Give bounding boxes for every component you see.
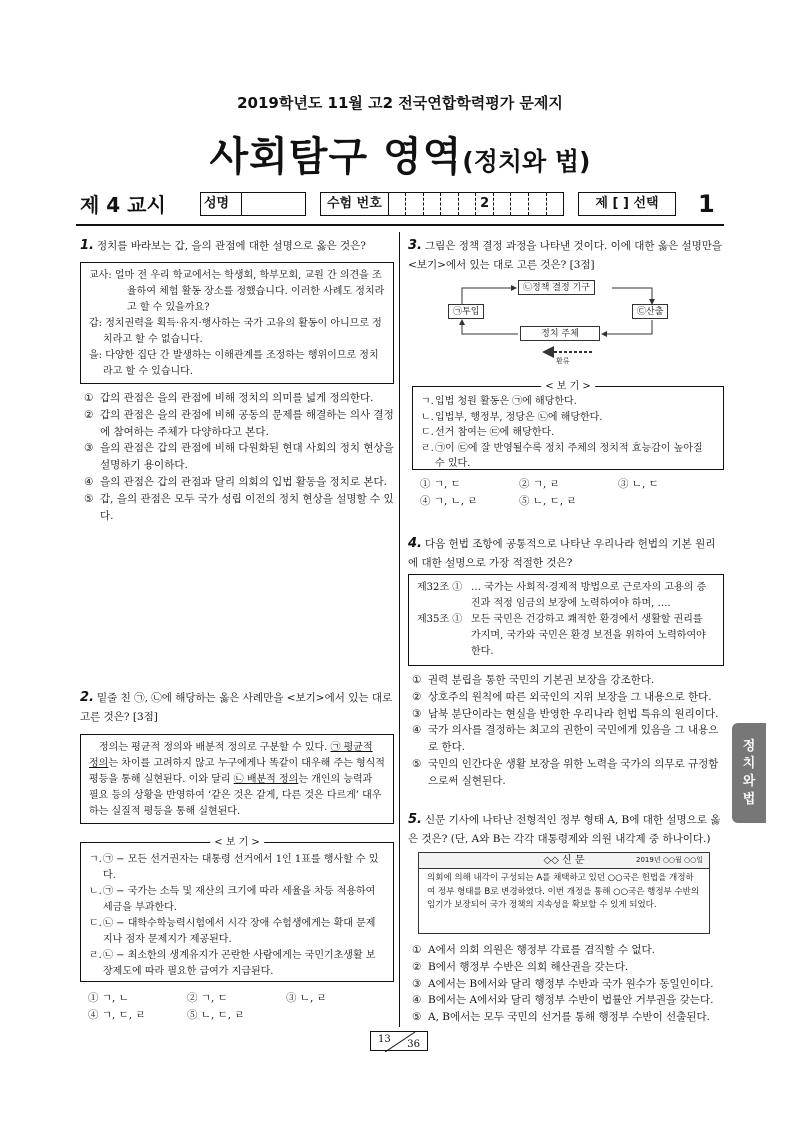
q2-bogi-box xyxy=(80,837,394,982)
q1-dialogue-gap: 갑: 정치권력을 획득·유지·행사하는 국가 고유의 활동이 아니므로 정치라고 할 수 없습니다. xyxy=(89,318,382,345)
q3-bogi-item xyxy=(421,394,715,410)
header-rule xyxy=(76,224,724,226)
q2-bogi-item xyxy=(89,852,385,884)
q2-bogi-text: ㉡ − 최소한의 생계유지가 곤란한 사람에게는 국민기초생활 보장제도에 따라 필요한 급여가 지급된다. xyxy=(103,950,376,977)
side-tab-char: 법 xyxy=(742,791,756,807)
q4-article-text: … 국가는 사회적·경제적 방법으로 근로자의 고용의 증진과 적정 임금의 보장에 노력하여야 하며, …. xyxy=(471,582,707,609)
q4-option-text: 상호주의 원칙에 따른 외국인의 지위 보장을 그 내용으로 한다. xyxy=(428,690,712,703)
q2-choice[interactable]: ② ㄱ, ㄷ xyxy=(187,992,228,1004)
q4-article xyxy=(417,612,715,660)
q5-option[interactable] xyxy=(412,1009,724,1026)
exam-number-cell xyxy=(424,193,442,215)
q1-option-marker: ② xyxy=(84,408,94,421)
q5-option[interactable] xyxy=(412,992,724,1009)
q3-bogi-item xyxy=(421,441,715,472)
q1-option-text: 갑의 관점은 을의 관점에 비해 공동의 문제를 해결하는 의사 결정에 참여하는 주체가 다양하다고 본다. xyxy=(100,408,394,438)
q1-dialogue-teacher: 교사: 얼마 전 우리 학교에서는 학생회, 학부모회, 교원 간 의견을 조율하여 체험 활동 장소를 정했습니다. 이러한 사례도 정치라고 할 수 있을까요? xyxy=(89,270,385,313)
q3-bogi-marker: ㄹ. xyxy=(421,442,434,454)
subject-side-tab xyxy=(732,723,766,823)
side-tab-char: 정 xyxy=(742,738,756,754)
q3-bogi-marker: ㄱ. xyxy=(421,396,434,407)
q5-options xyxy=(412,942,724,1026)
name-box[interactable] xyxy=(200,192,306,216)
q1-number: 1. xyxy=(80,238,94,253)
q1-dialogue-box xyxy=(80,262,394,384)
q4-option[interactable] xyxy=(412,672,724,689)
q5-option-text: B에서는 A에서와 달리 행정부 수반이 법률안 거부권을 갖는다. xyxy=(428,994,714,1007)
q2-bogi-item xyxy=(89,948,385,980)
q3-bogi-box xyxy=(412,381,724,470)
q4-article-heading: 제32조 ① xyxy=(417,582,463,593)
q3-choice[interactable]: ③ ㄴ, ㄷ xyxy=(618,478,659,490)
side-tab-char: 와 xyxy=(742,774,756,789)
q2-choice[interactable]: ① ㄱ, ㄴ xyxy=(88,992,129,1004)
exam-number-box[interactable] xyxy=(320,192,564,216)
q5-option-marker: ② xyxy=(412,960,422,973)
q5-option-text: A에서는 B에서와 달리 행정부 수반과 국가 원수가 동일인이다. xyxy=(428,977,714,990)
q2-bogi-text: ㉠ − 국가는 소득 및 재산의 크기에 따라 세율을 차등 적용하여 세금을 부과한다. xyxy=(103,886,376,913)
q4-option-marker: ① xyxy=(412,674,422,686)
q4-options xyxy=(412,672,724,790)
q4-option-text: 남북 분단이라는 현실을 반영한 우리나라 헌법 특유의 원리이다. xyxy=(428,707,719,720)
q3-node-subject: 정치 주체 xyxy=(520,326,600,341)
q3-stem-text: 그림은 정책 결정 과정을 나타낸 것이다. 이에 대한 옳은 설명만을 <보기>에서 있는 대로 고른 것은? [3점] xyxy=(408,240,723,271)
q2-choice[interactable]: ④ ㄱ, ㄷ, ㄹ xyxy=(88,1008,146,1021)
q4-articles-box xyxy=(408,574,724,666)
q3-bogi-marker: ㄷ. xyxy=(421,427,434,438)
q5-news-body: 의회에 의해 내각이 구성되는 A를 채택하고 있던 ○○국은 헌법을 개정하여 정부 형태를 B로 변경하였다. 이번 개정을 통해 ○○국은 행정부 수반의 임기가 보장되어 국가 정책의 지속성을 확보할 수 있게 되었다. xyxy=(427,873,700,911)
q1-options xyxy=(84,390,394,524)
column-divider xyxy=(399,232,400,1027)
q3-bogi-item xyxy=(421,410,715,426)
q5-news-header xyxy=(419,853,709,869)
exam-number-cell xyxy=(406,193,424,215)
q1-option-text: 을의 관점은 갑의 관점에 비해 다원화된 현대 사회의 정치 현상을 설명하기 용이하다. xyxy=(100,442,394,472)
q5-option-text: A에서 의회 의원은 행정부 각료를 겸직할 수 없다. xyxy=(428,944,656,956)
q5-option[interactable] xyxy=(412,959,724,976)
q2-choices xyxy=(88,990,388,1024)
q1-dialogue-eul: 을: 다양한 집단 간 발생하는 이해관계를 조정하는 행위이므로 정치라고 할 수 있습니다. xyxy=(89,350,379,377)
question-3 xyxy=(408,236,724,274)
exam-number-cells xyxy=(389,193,563,215)
q2-stem xyxy=(80,688,394,726)
q3-bogi-marker: ㄴ. xyxy=(421,411,434,423)
question-1 xyxy=(80,236,392,257)
q4-number: 4. xyxy=(408,536,422,551)
q2-passage-part-a: 정의는 평균적 정의와 배분적 정의로 구분할 수 있다. xyxy=(99,742,331,753)
q3-choice[interactable]: ① ㄱ, ㄷ xyxy=(420,478,461,490)
q1-option-text: 갑, 을의 관점은 모두 국가 성립 이전의 정치 현상을 설명할 수 있다. xyxy=(100,492,394,522)
question-4 xyxy=(408,534,724,572)
q5-option-text: B에서 행정부 수반은 의회 해산권을 갖는다. xyxy=(428,960,629,973)
q3-stem xyxy=(408,236,724,274)
q4-option[interactable] xyxy=(412,722,724,756)
q3-bogi-text: ㉠이 ㉢에 잘 반영될수록 정치 주체의 정치적 효능감이 높아질 수 있다. xyxy=(435,442,703,469)
exam-number-cell xyxy=(511,193,529,215)
q4-option[interactable] xyxy=(412,689,724,706)
exam-number-cell xyxy=(529,193,547,215)
question-2 xyxy=(80,688,394,726)
exam-number-cell xyxy=(459,193,477,215)
q4-option-marker: ④ xyxy=(412,724,422,737)
page-number xyxy=(370,1031,428,1051)
q3-number: 3. xyxy=(408,238,422,253)
q4-stem-text: 다음 헌법 조항에 공통적으로 나타난 우리나라 헌법의 기본 원리에 대한 설명으로 가장 적절한 것은? xyxy=(408,538,716,569)
q2-underline-2: ㉡ 배분적 정의 xyxy=(233,774,299,785)
q2-bogi-item xyxy=(89,916,385,948)
q2-bogi-text: ㉠ − 모든 선거권자는 대통령 선거에서 1인 1표를 행사할 수 있다. xyxy=(103,854,379,881)
exam-number-cell xyxy=(547,193,564,215)
question-5 xyxy=(408,810,724,848)
exam-number-label: 수험 번호 xyxy=(321,193,389,215)
q2-bogi-item xyxy=(89,884,385,916)
q3-bogi-text: 입법 청원 활동은 ㉠에 해당한다. xyxy=(435,396,577,407)
q4-stem xyxy=(408,534,724,572)
exam-title-line: 2019학년도 11월 고2 전국연합학력평가 문제지 xyxy=(237,94,563,112)
q1-option-text: 갑의 관점은 을의 관점에 비해 정치의 의미를 넓게 정의한다. xyxy=(100,392,374,404)
q2-choice[interactable]: ⑤ ㄴ, ㄷ, ㄹ xyxy=(187,1008,245,1021)
q5-number: 5. xyxy=(408,812,422,827)
name-label: 성명 xyxy=(204,195,230,211)
exam-number-cell: 2 xyxy=(476,193,494,215)
q2-underline-1: ㉠ 평균적 정의 xyxy=(89,742,373,769)
q2-bogi-marker: ㄴ. xyxy=(89,886,102,897)
q2-passage-part-b: 는 차이를 고려하지 않고 누구에게나 똑같이 대우해 주는 형식적 평등을 통해 실현된다. 이와 달리 xyxy=(89,758,385,785)
q3-bogi-text: 입법부, 행정부, 정당은 ㉡에 해당한다. xyxy=(435,411,603,423)
q1-stem xyxy=(80,236,392,257)
q1-stem-text: 정치를 바라보는 갑, 을의 관점에 대한 설명으로 옳은 것은? xyxy=(96,240,366,252)
subject-main: 사회탐구 영역 xyxy=(209,134,463,180)
q5-option-marker: ③ xyxy=(412,977,422,990)
q1-option[interactable] xyxy=(84,440,394,474)
q1-option[interactable] xyxy=(84,407,394,441)
q4-option-marker: ③ xyxy=(412,707,422,720)
q3-choice[interactable]: ② ㄱ, ㄹ xyxy=(519,478,560,490)
q2-number: 2. xyxy=(80,690,94,705)
side-tab-char: 치 xyxy=(742,756,756,772)
q4-option[interactable] xyxy=(412,756,724,790)
q1-option[interactable] xyxy=(84,491,394,525)
name-separator xyxy=(241,193,242,215)
q2-bogi-text: ㉡ − 대학수학능력시험에서 시각 장애 수험생에게는 확대 문제지나 점자 문제지가 제공된다. xyxy=(103,918,376,945)
selection-label: 제 [ ] 선택 xyxy=(595,195,659,211)
q5-option-marker: ⑤ xyxy=(412,1011,422,1024)
q2-bogi-marker: ㄷ. xyxy=(89,918,102,929)
q4-article xyxy=(417,580,715,612)
q2-passage-part-c: 는 개인의 능력과 필요 등의 상황을 반영하여 ‘같은 것은 같게, 다른 것은 다르게’ 대우하는 실질적 평등을 통해 실현된다. xyxy=(89,774,382,817)
q2-choice[interactable]: ③ ㄴ, ㄹ xyxy=(286,992,327,1004)
q4-option[interactable] xyxy=(412,706,724,723)
q3-choice[interactable]: ④ ㄱ, ㄴ, ㄹ xyxy=(420,494,478,507)
q1-option-marker: ④ xyxy=(84,475,94,488)
q5-option-marker: ① xyxy=(412,944,422,956)
q3-node-policy-body: ㉡정책 결정 기구 xyxy=(518,280,595,295)
q3-node-input: ㉠투입 xyxy=(448,304,484,319)
q3-choices xyxy=(420,476,720,510)
q4-option-marker: ② xyxy=(412,690,422,703)
q3-policy-diagram xyxy=(452,276,682,376)
q4-article-text: 모든 국민은 건강하고 쾌적한 환경에서 생활할 권리를 가지며, 국가와 국민은 환경 보전을 위하여 노력하여야 한다. xyxy=(471,614,706,657)
q3-bogi-text: 선거 참여는 ㉢에 해당한다. xyxy=(435,427,555,438)
page-indicator: 1 xyxy=(698,190,715,218)
q3-bogi-label: < 보 기 > xyxy=(541,379,595,395)
q5-option-text: A, B에서는 모두 국민의 선거를 통해 행정부 수반이 선출된다. xyxy=(428,1011,710,1024)
q1-option-marker: ⑤ xyxy=(84,492,94,505)
exam-number-cell xyxy=(441,193,459,215)
page-current: 13 xyxy=(378,1034,391,1045)
q5-stem-text: 신문 기사에 나타난 전형적인 정부 형태 A, B에 대한 설명으로 옳은 것은? (단, A와 B는 각각 대통령제와 의원 내각제 중 하나이다.) xyxy=(408,814,721,845)
q3-feedback-label: 환류 xyxy=(556,357,570,365)
q1-option-marker: ③ xyxy=(84,442,94,455)
q1-option-text: 을의 관점은 갑의 관점과 달리 의회의 입법 활동을 정치로 본다. xyxy=(100,475,387,488)
q4-option-text: 국민의 인간다운 생활 보장을 위한 노력을 국가의 의무로 규정함으로써 실현된다. xyxy=(428,757,719,787)
q5-news-date: 2019년 ○○월 ○○일 xyxy=(636,856,703,864)
q4-option-marker: ⑤ xyxy=(412,757,422,770)
q1-option[interactable] xyxy=(84,474,394,491)
q5-news-article xyxy=(418,852,710,934)
q2-bogi-marker: ㄹ. xyxy=(89,950,102,961)
q3-node-output: ㉢산출 xyxy=(632,304,668,319)
subject-title xyxy=(0,126,800,188)
selection-box[interactable] xyxy=(578,192,676,216)
q1-option-marker: ① xyxy=(84,392,94,404)
exam-number-cell xyxy=(389,193,407,215)
q3-choice[interactable]: ⑤ ㄴ, ㄷ, ㄹ xyxy=(519,494,577,507)
q2-passage-box xyxy=(80,734,394,824)
q2-stem-text: 밑줄 친 ㉠, ㉡에 해당하는 옳은 사례만을 <보기>에서 있는 대로 고른 것은? [3점] xyxy=(80,692,393,723)
q3-bogi-item xyxy=(421,425,715,441)
q2-bogi-label: < 보 기 > xyxy=(210,835,264,851)
page-total: 36 xyxy=(407,1038,420,1050)
q5-option[interactable] xyxy=(412,942,724,959)
q4-option-text: 국가 의사를 결정하는 최고의 권한이 국민에게 있음을 그 내용으로 한다. xyxy=(428,724,719,754)
q5-option[interactable] xyxy=(412,976,724,993)
exam-number-cell xyxy=(494,193,512,215)
q5-news-title: ◇◇ 신 문 xyxy=(543,855,585,866)
q4-article-heading: 제35조 ① xyxy=(417,614,463,625)
q5-option-marker: ④ xyxy=(412,994,422,1007)
period-label: 제 4 교시 xyxy=(80,193,166,217)
q4-option-text: 권력 분립을 통한 국민의 기본권 보장을 강조한다. xyxy=(428,674,655,686)
subject-sub: (정치와 법) xyxy=(462,147,591,176)
q2-bogi-marker: ㄱ. xyxy=(89,854,102,865)
q1-option[interactable] xyxy=(84,390,394,407)
q5-stem xyxy=(408,810,724,848)
